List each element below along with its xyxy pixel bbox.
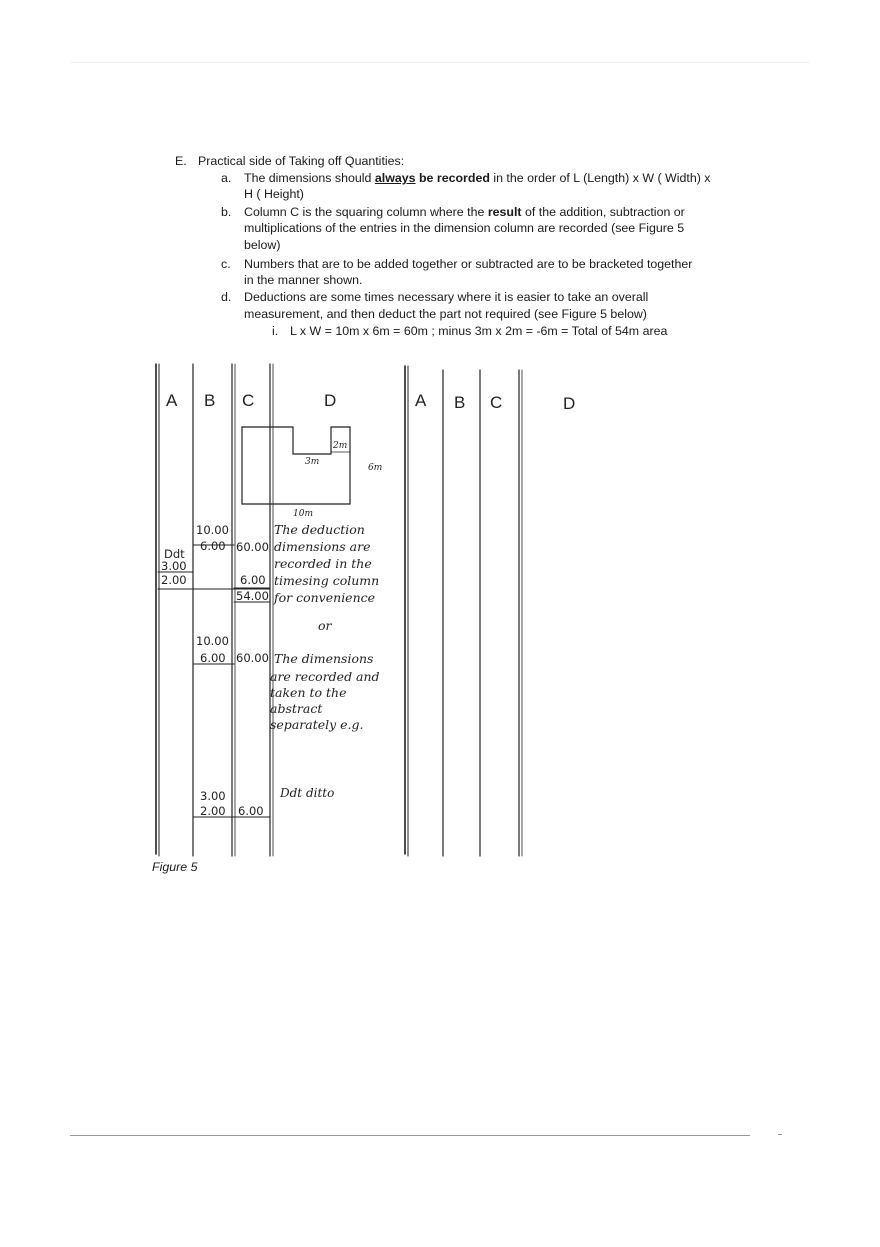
- b2-note-line2: are recorded and: [270, 669, 380, 684]
- b1-note-line5: for convenience: [274, 590, 376, 605]
- b1-squared-60: 60.00: [236, 540, 269, 554]
- b1-dim-6: 6.00: [200, 539, 226, 553]
- item-d-i-marker: i.: [272, 324, 279, 338]
- item-d-i-text: L x W = 10m x 6m = 60m ; minus 3m x 2m = -6m = Total of 54m area: [290, 324, 668, 338]
- header-left-a: A: [166, 391, 178, 410]
- item-c-line2: in the manner shown.: [244, 273, 363, 287]
- b2-note-line3: taken to the: [270, 685, 347, 700]
- b1-note-line1: The deduction: [274, 522, 365, 537]
- b1-note-line4: timesing column: [274, 573, 380, 588]
- footer-rule: [70, 1135, 750, 1136]
- label-length: 10m: [293, 509, 313, 519]
- b2-squared-60: 60.00: [236, 651, 269, 665]
- b3-note: Ddt ditto: [280, 786, 335, 800]
- item-a-line2: H ( Height): [244, 187, 304, 201]
- header-left-d: D: [324, 391, 337, 410]
- footer-mark: [778, 1134, 782, 1135]
- b1-net-54: 54.00: [236, 589, 269, 603]
- item-d-line1: Deductions are some times necessary where it is easier to take an overall: [244, 290, 649, 304]
- b2-note-line5: separately e.g.: [270, 717, 364, 732]
- b1-ddt-dim-2: 2.00: [161, 573, 187, 587]
- b1-note-line3: recorded in the: [274, 556, 372, 571]
- b2-note-line4: abstract: [270, 701, 323, 716]
- item-d-marker: d.: [221, 290, 232, 304]
- header-left-b: B: [204, 391, 216, 410]
- header-rule: [70, 62, 810, 63]
- b3-dim-2: 2.00: [200, 804, 226, 818]
- figure-5: [150, 362, 610, 862]
- item-b-marker: b.: [221, 205, 232, 219]
- dimension-paper-drawing: [150, 362, 610, 862]
- b3-dim-3: 3.00: [200, 789, 226, 803]
- item-b-line3: below): [244, 238, 281, 252]
- item-c-line1: Numbers that are to be added together or subtracted are to be bracketed together: [244, 257, 693, 271]
- b2-dim-10: 10.00: [196, 634, 229, 648]
- item-c-marker: c.: [221, 257, 231, 271]
- b1-ddt-dim-3: 3.00: [161, 559, 187, 573]
- b1-dim-10: 10.00: [196, 523, 229, 537]
- item-d-line2: measurement, and then deduct the part not required (see Figure 5 below): [244, 307, 647, 321]
- figure-caption: Figure 5: [152, 860, 198, 874]
- b2-dim-6: 6.00: [200, 651, 226, 665]
- item-a-marker: a.: [221, 171, 232, 185]
- item-a-line1: The dimensions should always be recorded in the order of L (Length) x W ( Width) x: [244, 171, 711, 185]
- header-right-b: B: [454, 393, 466, 412]
- b1-ddt-label: Ddt: [164, 547, 185, 561]
- item-b-line2: multiplications of the entries in the dimension column are recorded (see Figure 5: [244, 221, 685, 235]
- label-height: 6m: [368, 463, 383, 473]
- section-title: Practical side of Taking off Quantities:: [198, 154, 405, 168]
- header-left-c: C: [242, 391, 255, 410]
- header-right-a: A: [415, 391, 427, 410]
- b1-note-line2: dimensions are: [274, 539, 371, 554]
- section-marker: E.: [175, 154, 187, 168]
- b1-squared-6: 6.00: [240, 573, 266, 587]
- b2-note-line1: The dimensions: [274, 651, 374, 666]
- header-right-c: C: [490, 393, 503, 412]
- label-notch-width: 3m: [305, 457, 320, 467]
- header-right-d: D: [563, 394, 576, 413]
- b3-squared-6: 6.00: [238, 804, 264, 818]
- item-b-line1: Column C is the squaring column where the result of the addition, subtraction or: [244, 205, 685, 219]
- label-notch-depth: 2m: [333, 441, 348, 451]
- plan-sketch: [242, 427, 350, 504]
- or-text: or: [318, 618, 332, 633]
